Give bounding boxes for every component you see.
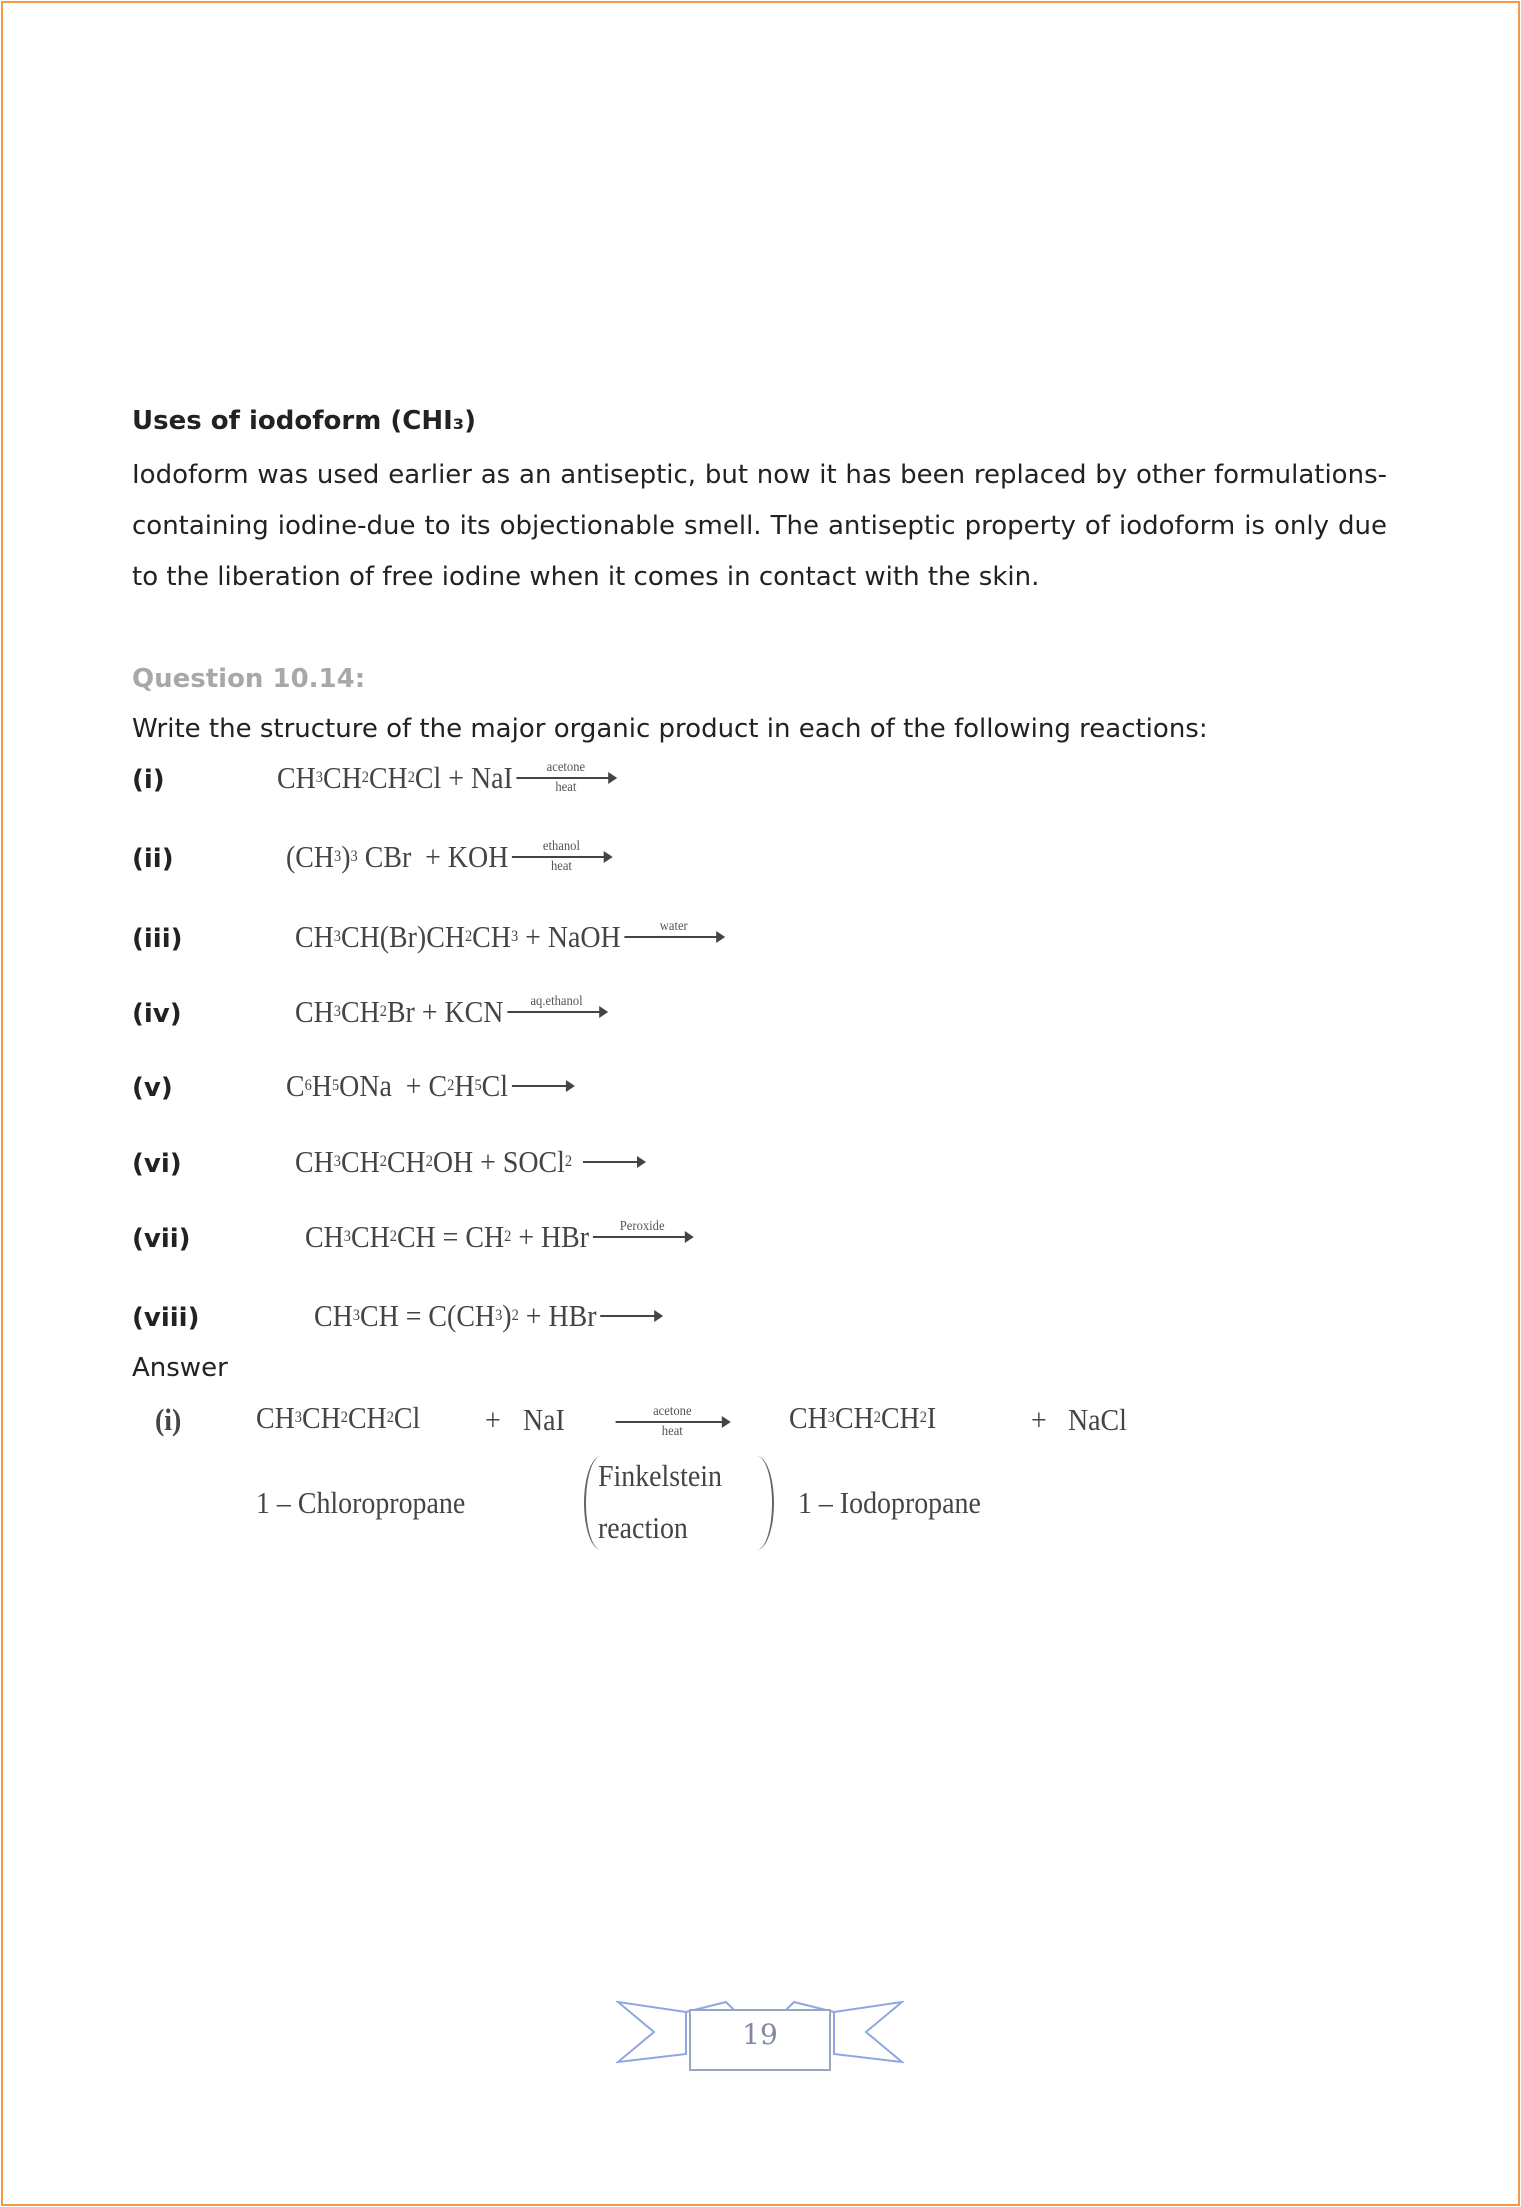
reaction-arrow-icon xyxy=(512,1061,573,1111)
arrow-condition-above: water xyxy=(659,919,688,934)
formula-text: OH + SOCl xyxy=(432,1144,565,1179)
formula-text: CH xyxy=(347,1400,387,1435)
reaction-label: (i) xyxy=(132,765,165,795)
arrow-condition-above: acetone xyxy=(653,1404,692,1419)
formula-subscript: 2 xyxy=(389,1228,397,1245)
formula-subscript: 3 xyxy=(510,928,519,945)
formula-text xyxy=(572,1144,579,1180)
question-heading: Question 10.14: xyxy=(132,664,366,694)
question-text: Write the structure of the major organic product in each of the following reactions: xyxy=(132,714,1208,744)
formula-text: CH xyxy=(314,1298,353,1333)
page-number-badge xyxy=(616,1992,904,2072)
formula-text: H xyxy=(311,1068,332,1103)
reaction-equation xyxy=(314,1291,661,1341)
answer-plus-1: + xyxy=(485,1402,501,1437)
formula-subscript: 2 xyxy=(511,1307,519,1324)
reaction-arrow-icon xyxy=(593,1212,692,1262)
formula-text: CH xyxy=(322,760,362,795)
formula-text: CH xyxy=(301,1400,341,1435)
answer-reactant xyxy=(256,1400,420,1436)
formula-text: CH xyxy=(340,1144,380,1179)
formula-subscript: 2 xyxy=(564,1153,573,1170)
page-border xyxy=(1,1,1520,2206)
formula-text: Br + KCN xyxy=(386,994,504,1029)
formula-text: CH xyxy=(256,1400,295,1435)
reaction-arrow-icon xyxy=(583,1137,644,1187)
formula-subscript: 5 xyxy=(331,1077,340,1094)
answer-byproduct: NaCl xyxy=(1068,1402,1127,1437)
reaction-equation xyxy=(295,987,606,1037)
formula-subscript: 6 xyxy=(304,1077,312,1094)
reaction-equation xyxy=(277,753,615,803)
formula-subscript: 3 xyxy=(333,1003,341,1020)
reaction-arrow-icon xyxy=(512,832,611,882)
formula-subscript: 3 xyxy=(495,1307,503,1324)
formula-subscript: 2 xyxy=(386,1409,394,1426)
formula-text: (CH xyxy=(286,839,335,874)
formula-text: ONa + C xyxy=(339,1068,448,1103)
answer-arrow xyxy=(612,1397,729,1447)
reactant-name: 1 – Chloropropane xyxy=(256,1485,466,1520)
reaction-equation xyxy=(295,1137,644,1187)
reaction-arrow-icon xyxy=(616,1397,729,1447)
formula-text: ) xyxy=(502,1298,512,1333)
formula-text: CH xyxy=(880,1400,920,1435)
formula-subscript: 2 xyxy=(447,1077,455,1094)
formula-subscript: 2 xyxy=(919,1409,927,1426)
formula-subscript: 2 xyxy=(873,1409,881,1426)
reaction-label: (v) xyxy=(132,1073,173,1103)
reaction-label: (viii) xyxy=(132,1303,200,1333)
arrow-condition-above: Peroxide xyxy=(619,1219,665,1234)
formula-text: I xyxy=(926,1400,937,1435)
formula-subscript: 3 xyxy=(334,848,342,865)
formula-subscript: 3 xyxy=(315,769,323,786)
formula-text: + NaOH xyxy=(518,919,621,954)
reaction-equation xyxy=(286,1061,573,1111)
formula-subscript: 3 xyxy=(333,928,341,945)
arrow-condition-above: aq.ethanol xyxy=(530,994,583,1009)
formula-text: C xyxy=(286,1068,305,1103)
page-number: 19 xyxy=(742,2018,778,2051)
formula-text: CH = CH xyxy=(396,1219,505,1254)
formula-subscript: 3 xyxy=(343,1228,351,1245)
formula-subscript: 2 xyxy=(379,1003,387,1020)
uses-paragraph: Iodoform was used earlier as an antiseptic, but now it has been replaced by other formulations-containing iodine-due to its objectionable smell. The antiseptic property of iodoform is only due to the liberation of free iodine when it comes in contact with the skin. xyxy=(132,460,1387,592)
formula-text: Cl xyxy=(393,1400,421,1435)
arrow-condition-below: heat xyxy=(550,859,572,874)
answer-reagent: NaI xyxy=(523,1402,565,1437)
uses-heading: Uses of iodoform (CHI₃) xyxy=(132,406,477,436)
answer-label: Answer xyxy=(132,1353,228,1383)
formula-subscript: 2 xyxy=(425,1153,433,1170)
formula-text: CH xyxy=(295,1144,334,1179)
reaction-label: (ii) xyxy=(132,844,174,874)
formula-subscript: 5 xyxy=(474,1077,482,1094)
formula-subscript: 2 xyxy=(340,1409,348,1426)
formula-text: CH xyxy=(295,919,334,954)
formula-text: CH xyxy=(472,919,511,954)
arrow-condition-below: heat xyxy=(555,780,577,795)
formula-subscript: 3 xyxy=(827,1409,835,1426)
formula-text: CH xyxy=(277,760,316,795)
formula-subscript: 2 xyxy=(407,769,415,786)
reaction-arrow-icon xyxy=(600,1291,661,1341)
formula-subscript: 2 xyxy=(464,928,473,945)
formula-text: CH xyxy=(834,1400,874,1435)
formula-subscript: 3 xyxy=(294,1409,302,1426)
formula-text: H xyxy=(454,1068,475,1103)
reaction-equation xyxy=(286,832,611,882)
formula-text: CH(Br)CH xyxy=(340,919,465,954)
formula-text: CH xyxy=(368,760,408,795)
formula-text: CH = C(CH xyxy=(359,1298,496,1333)
arrow-condition-above: acetone xyxy=(546,760,586,775)
reaction-name-line-2: reaction xyxy=(598,1510,688,1545)
reaction-label: (iii) xyxy=(132,924,183,954)
formula-text: CH xyxy=(305,1219,344,1254)
formula-subscript: 2 xyxy=(379,1153,387,1170)
reaction-equation xyxy=(305,1212,692,1262)
formula-text: CH xyxy=(295,994,334,1029)
arrow-condition-below: heat xyxy=(661,1424,683,1439)
arrow-condition-above: ethanol xyxy=(542,839,580,854)
formula-subscript: 2 xyxy=(504,1228,512,1245)
reaction-arrow-icon xyxy=(516,753,615,803)
answer-product xyxy=(789,1400,936,1436)
formula-text: CH xyxy=(350,1219,390,1254)
formula-subscript: 2 xyxy=(361,769,369,786)
answer-plus-2: + xyxy=(1031,1402,1047,1437)
answer-item-label: (i) xyxy=(155,1402,182,1437)
reaction-label: (iv) xyxy=(132,999,182,1029)
reaction-arrow-icon xyxy=(624,912,723,962)
formula-text: CBr + KOH xyxy=(357,839,509,874)
reaction-label: (vi) xyxy=(132,1149,182,1179)
reaction-equation xyxy=(295,912,723,962)
reaction-arrow-icon xyxy=(507,987,606,1037)
formula-text: + HBr xyxy=(518,1298,597,1333)
product-name: 1 – Iodopropane xyxy=(798,1485,981,1520)
formula-text: ) xyxy=(341,839,351,874)
reaction-name-line-1: Finkelstein xyxy=(598,1458,723,1493)
formula-text: CH xyxy=(789,1400,828,1435)
reaction-label: (vii) xyxy=(132,1224,191,1254)
formula-subscript: 3 xyxy=(333,1153,341,1170)
formula-text: CH xyxy=(386,1144,426,1179)
formula-text: + HBr xyxy=(511,1219,590,1254)
formula-text: Cl xyxy=(481,1068,509,1103)
formula-subscript: 3 xyxy=(352,1307,360,1324)
formula-subscript: 3 xyxy=(350,848,358,865)
formula-text: Cl + NaI xyxy=(414,760,513,795)
formula-text: CH xyxy=(340,994,380,1029)
